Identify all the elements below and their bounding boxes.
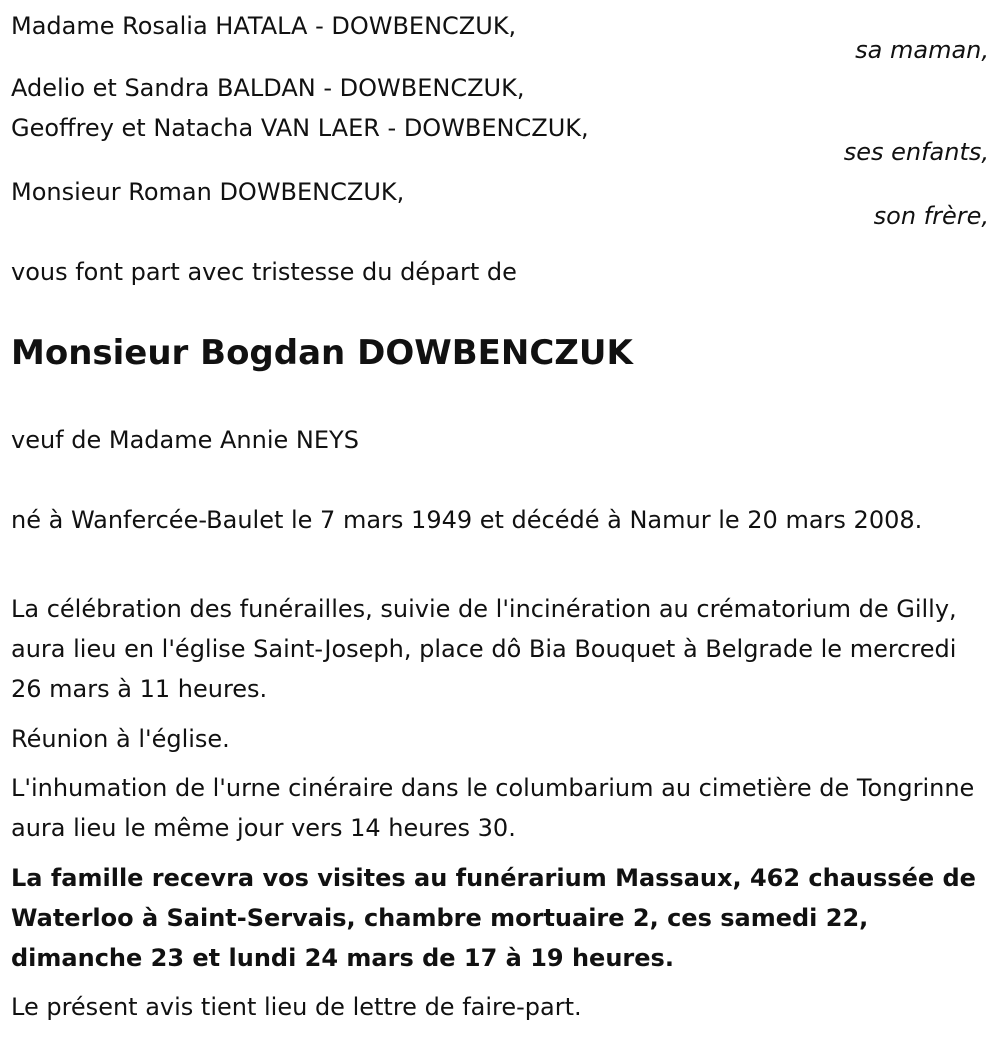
ceremony-paragraph: La célébration des funérailles, suivie de l'incinération au crématorium de Gilly, aura lieu en l'église Saint-Joseph, place dô Bia Bouquet à Belgrade le mercredi 26 mars à 11 heures.	[11, 595, 957, 703]
mother-name: Madame Rosalia HATALA - DOWBENCZUK,	[11, 12, 517, 40]
meeting-line: Réunion à l'église.	[11, 725, 230, 753]
mother-role: sa maman,	[855, 36, 989, 64]
brother-name: Monsieur Roman DOWBENCZUK,	[11, 178, 405, 206]
children-role: ses enfants,	[843, 138, 989, 166]
child-name-2: Geoffrey et Natacha VAN LAER - DOWBENCZUK,	[11, 114, 589, 142]
announcement-text: vous font part avec tristesse du départ de	[11, 258, 517, 286]
child-name-1: Adelio et Sandra BALDAN - DOWBENCZUK,	[11, 74, 525, 102]
brother-role: son frère,	[873, 202, 989, 230]
deceased-name: Monsieur Bogdan DOWBENCZUK	[11, 333, 633, 373]
birth-death-paragraph: né à Wanfercée-Baulet le 7 mars 1949 et décédé à Namur le 20 mars 2008.	[11, 506, 923, 534]
notice-line: Le présent avis tient lieu de lettre de faire-part.	[11, 993, 582, 1021]
visits-paragraph: La famille recevra vos visites au funérarium Massaux, 462 chaussée de Waterloo à Saint-Servais, chambre mortuaire 2, ces samedi 22, dimanche 23 et lundi 24 mars de 17 à 19 heures.	[11, 864, 976, 972]
widower-line: veuf de Madame Annie NEYS	[11, 426, 359, 454]
burial-paragraph: L'inhumation de l'urne cinéraire dans le columbarium au cimetière de Tongrinne aura lieu le même jour vers 14 heures 30.	[11, 774, 975, 842]
